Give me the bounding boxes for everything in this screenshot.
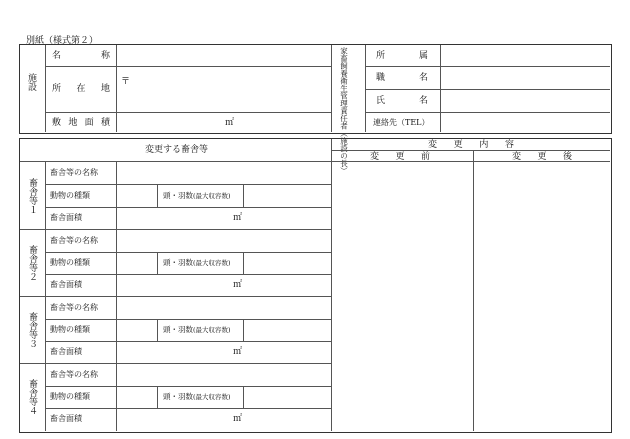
barn-2-type-label: 動物の種類 — [50, 258, 90, 267]
manager-affiliation-field[interactable] — [441, 45, 609, 66]
barn-1-name-label: 畜舎等の名称 — [50, 168, 98, 177]
barn-1-count-label: 頭・羽数(最大収容数) — [163, 191, 231, 200]
change-content-header: 変 更 内 容 — [428, 140, 514, 150]
facility-address-label: 所 在 地 — [52, 84, 110, 94]
barn-3-label: 畜舎等３ — [27, 312, 37, 348]
form-title: 別紙（様式第２） — [26, 36, 99, 46]
manager-name-field[interactable] — [441, 90, 609, 112]
barn-4-count-label: 頭・羽数(最大収容数) — [163, 392, 231, 401]
facility-name-field[interactable] — [117, 45, 330, 66]
barn-3-count-label: 頭・羽数(最大収容数) — [163, 325, 231, 334]
manager-position-field[interactable] — [441, 67, 609, 89]
barn-1-after-field[interactable] — [474, 162, 609, 229]
facility-label: 施設 — [26, 73, 36, 91]
facility-area-label: 敷 地 面 積 — [52, 118, 110, 128]
changes-section-header: 変更する畜舎等 — [145, 145, 209, 155]
facility-area-field[interactable] — [117, 113, 330, 132]
manager-contact-field[interactable] — [441, 113, 609, 132]
barn-1-type-label: 動物の種類 — [50, 191, 90, 200]
postal-mark: 〒 — [121, 77, 131, 87]
barn-4-name-label: 畜舎等の名称 — [50, 370, 98, 379]
barn-2-area-label: 畜舎面積 — [50, 280, 82, 289]
barn-2-label: 畜舎等２ — [27, 245, 37, 281]
barn-3-type-label: 動物の種類 — [50, 325, 90, 334]
after-change-header: 変 更 後 — [512, 152, 572, 162]
barn-2-name-label: 畜舎等の名称 — [50, 236, 98, 245]
barn-2-count-label: 頭・羽数(最大収容数) — [163, 258, 231, 267]
manager-position-label: 職 名 — [376, 73, 428, 83]
before-change-header: 変 更 前 — [370, 152, 430, 162]
barn-4-label: 畜舎等４ — [27, 379, 37, 415]
facility-name-label: 名 称 — [52, 51, 110, 61]
manager-contact-label: 連絡先（TEL） — [373, 118, 430, 127]
barn-1-label: 畜舎等１ — [27, 178, 37, 214]
barn-4-area-unit: ㎡ — [233, 414, 243, 424]
barn-1-area-unit: ㎡ — [233, 213, 243, 223]
barn-3-name-label: 畜舎等の名称 — [50, 303, 98, 312]
manager-label: 家畜飼養衛生管理責任者（施設の長） — [339, 47, 349, 175]
manager-name-label: 氏 名 — [376, 96, 428, 106]
barn-1-before-field[interactable] — [332, 162, 472, 229]
barn-1-area-label: 畜舎面積 — [50, 213, 82, 222]
barn-3-area-unit: ㎡ — [233, 347, 243, 357]
barn-4-type-label: 動物の種類 — [50, 392, 90, 401]
manager-affiliation-label: 所 属 — [376, 51, 428, 61]
area-unit: ㎡ — [225, 118, 235, 128]
barn-2-area-unit: ㎡ — [233, 280, 243, 290]
barn-3-area-label: 畜舎面積 — [50, 347, 82, 356]
barn-4-area-label: 畜舎面積 — [50, 414, 82, 423]
facility-address-field[interactable] — [117, 67, 330, 112]
